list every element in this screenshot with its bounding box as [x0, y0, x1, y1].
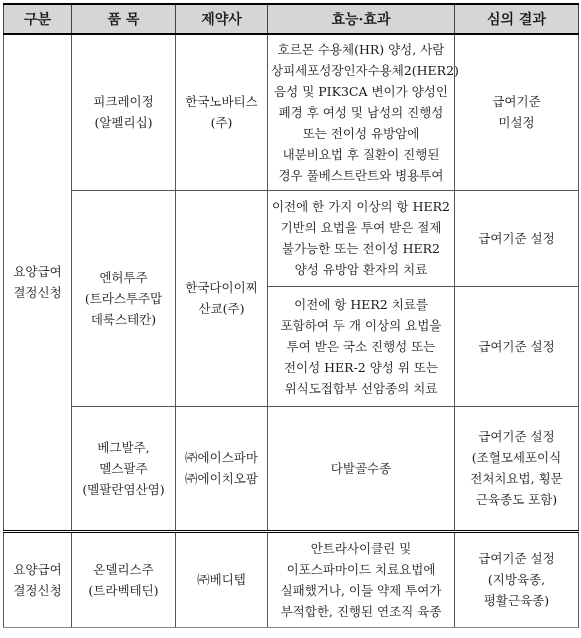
category-cell — [4, 531, 72, 627]
efficacy-line: 기반의 요법을 투여 받은 절제 — [280, 220, 442, 235]
product-ingredient: (트라스투주맙 — [84, 290, 163, 306]
efficacy-cell — [268, 531, 455, 627]
result-line: 급여기준 설정 — [478, 429, 555, 444]
product-ingredient: (알펠리십) — [94, 115, 153, 131]
efficacy-line: 또는 전이성 유방암에 — [302, 125, 420, 141]
efficacy-line: 부적합한, 진행된 연조직 육종 — [280, 603, 442, 619]
category-line: 결정신청 — [13, 285, 62, 301]
efficacy-line: 내분비요법 후 질환이 진행된 — [282, 146, 440, 162]
product-cell — [72, 34, 176, 190]
result-line: 미설정 — [498, 115, 535, 131]
table-row — [4, 190, 579, 286]
product-cell — [72, 531, 176, 627]
product-name: 멜스팔주 — [99, 460, 148, 476]
efficacy-cell — [268, 406, 455, 531]
efficacy-line: 폐경 후 여성 및 남성의 진행성 — [278, 104, 444, 120]
product-name: 베그발주, — [97, 439, 150, 455]
category-line: 결정신청 — [13, 582, 62, 598]
company-line: ㈜베디텝 — [197, 572, 246, 587]
table-row — [4, 531, 579, 627]
header-company: 제약사 — [176, 4, 268, 34]
company-line: ㈜에이치오팜 — [185, 471, 258, 486]
product-cell — [72, 406, 176, 531]
efficacy-line: 투여 받은 국소 진행성 또는 — [286, 338, 436, 354]
efficacy-line: 안트라사이클린 및 — [310, 540, 412, 556]
product-ingredient: 데룩스테칸) — [90, 311, 157, 327]
efficacy-line: 전이성 HER-2 양성 위 또는 — [283, 359, 439, 375]
product-name: 피크레이정 — [93, 94, 154, 110]
efficacy-line: 양성 유방암 환자의 치료 — [294, 262, 428, 277]
review-results-table — [3, 3, 579, 628]
result-cell — [455, 286, 579, 406]
company-line: ㈜에이스파마 — [185, 450, 258, 465]
result-line: 근육종도 포함) — [475, 492, 558, 507]
efficacy-line: 불가능한 또는 전이성 HER2 — [282, 241, 440, 256]
efficacy-line: 음성 및 PIK3CA 변이가 양성인 — [274, 83, 448, 99]
header-result: 심의 결과 — [455, 4, 579, 34]
efficacy-line: 포함하여 두 개 이상의 요법을 — [280, 317, 442, 333]
company-cell — [176, 531, 268, 627]
efficacy-line: 실패했거나, 이들 약제 투여가 — [280, 582, 442, 598]
efficacy-line: 상피세포성장인자수용체2(HER2) — [271, 62, 459, 78]
efficacy-line: 이전에 항 HER2 치료를 — [294, 296, 428, 312]
result-line: 급여기준 설정 — [478, 230, 555, 246]
result-cell — [455, 406, 579, 531]
company-line: 산쿄(주) — [198, 301, 245, 316]
product-cell — [72, 190, 176, 406]
category-line: 요양급여 — [13, 561, 62, 577]
product-ingredient: (멜팔란염산염) — [82, 481, 165, 497]
company-line: 한국다이이찌 — [185, 280, 258, 295]
efficacy-line: 다발골수종 — [330, 460, 392, 476]
category-line: 요양급여 — [13, 264, 62, 280]
table-header-row — [4, 4, 579, 34]
table-row — [4, 34, 579, 190]
efficacy-cell — [268, 34, 459, 190]
result-line: (지방육종, — [487, 572, 546, 587]
product-ingredient: (트라벡테딘) — [88, 582, 159, 598]
category-cell — [4, 34, 72, 531]
efficacy-line: 이전에 한 가지 이상의 항 HER2 — [271, 199, 450, 214]
header-category: 구분 — [4, 4, 72, 34]
company-line: 한국노바티스 — [185, 94, 258, 110]
result-line: 급여기준 설정 — [478, 551, 555, 566]
result-line: 급여기준 — [492, 94, 541, 110]
efficacy-line: 위식도접합부 선암종의 치료 — [284, 380, 438, 396]
company-cell — [176, 190, 268, 406]
result-cell — [455, 190, 579, 286]
result-cell — [455, 531, 579, 627]
result-line: 급여기준 설정 — [478, 338, 555, 354]
header-product: 품 목 — [72, 4, 176, 34]
review-results-document — [3, 3, 578, 628]
result-cell — [455, 34, 579, 190]
header-efficacy: 효능·효과 — [268, 4, 455, 34]
company-cell — [176, 34, 268, 190]
product-name: 엔허투주 — [99, 269, 148, 285]
company-cell — [176, 406, 268, 531]
efficacy-line: 호르몬 수용체(HR) 양성, 사람 — [277, 41, 445, 57]
result-line: 평활근육종) — [483, 593, 550, 608]
efficacy-cell — [268, 190, 455, 286]
efficacy-line: 경우 풀베스트란트와 병용투여 — [278, 167, 444, 183]
company-line: (주) — [210, 115, 233, 131]
product-name: 온델리스주 — [93, 561, 154, 577]
result-line: (조혈모세포이식 — [471, 450, 562, 465]
efficacy-cell — [268, 286, 455, 406]
result-line: 전처치요법, 횡문 — [470, 471, 563, 486]
efficacy-line: 이포스파마이드 치료요법에 — [286, 561, 436, 577]
table-row — [4, 406, 579, 531]
